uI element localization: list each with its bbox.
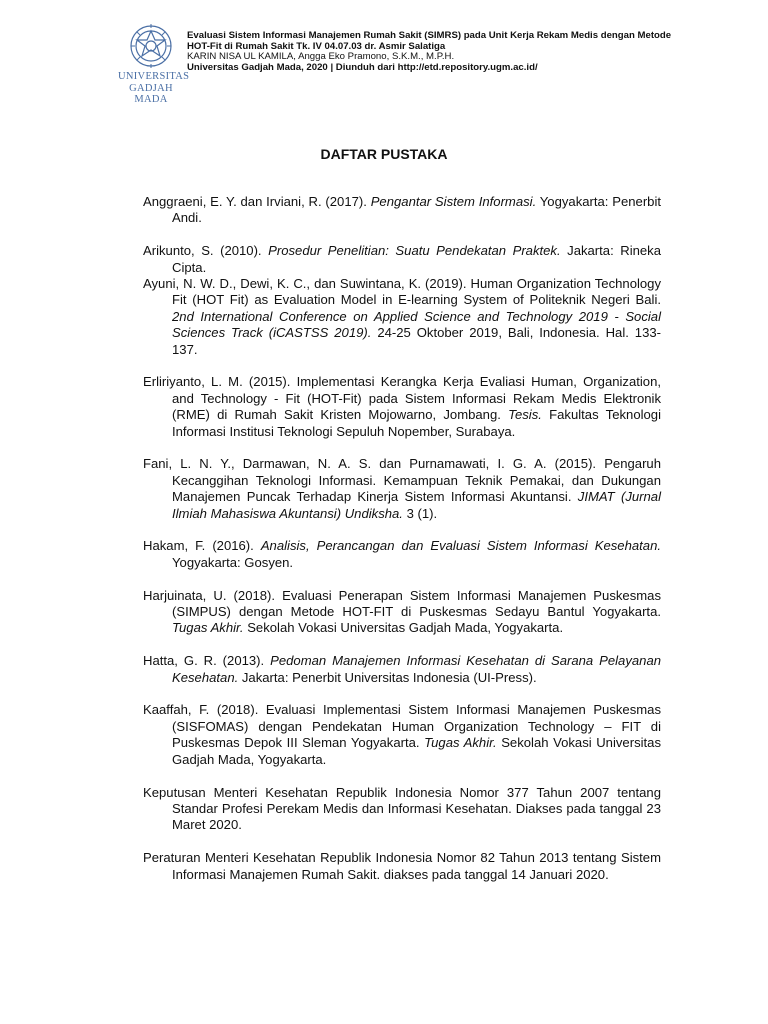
reference-item: Kaaffah, F. (2018). Evaluasi Implementasi Sistem Informasi Manajemen Puskesmas (SISFOMAS) dengan Pendekatan Human Organization Technology – FIT di Puskesmas Depok III Sleman Yogyakarta. Tugas Akhir. Sekolah Vokasi Universitas Gadjah Mada, Yogyakarta. [143, 702, 661, 767]
document-header [118, 22, 758, 105]
reference-item: Hakam, F. (2016). Analisis, Perancangan dan Evaluasi Sistem Informasi Kesehatan. Yogyakarta: Gosyen. [143, 538, 661, 570]
reference-item: Ayuni, N. W. D., Dewi, K. C., dan Suwintana, K. (2019). Human Organization Technology Fit (HOT Fit) as Evaluation Model in E-learning System of Politeknik Negeri Bali. 2nd International Conference on Applied Science and Technology 2019 - Social Sciences Track (iCASTSS 2019). 24-25 Oktober 2019, Bali, Indonesia. Hal. 133-137. [143, 276, 661, 357]
university-logo [118, 22, 190, 105]
header-text [187, 31, 707, 73]
ugm-seal-icon [129, 22, 173, 70]
reference-item: Arikunto, S. (2010). Prosedur Penelitian: Suatu Pendekatan Praktek. Jakarta: Rineka Cipta. [143, 243, 662, 275]
reference-item: Fani, L. N. Y., Darmawan, N. A. S. dan Purnamawati, I. G. A. (2015). Pengaruh Kecanggihan Teknologi Informasi. Kemampuan Teknik Pemakai, dan Dukungan Manajemen Puncak Terhadap Kinerja Sistem Informasi Akuntansi. JIMAT (Jurnal Ilmiah Mahasiswa Akuntansi) Undiksha. 3 (1). [143, 456, 661, 521]
reference-list [143, 194, 661, 899]
reference-item: Keputusan Menteri Kesehatan Republik Indonesia Nomor 377 Tahun 2007 tentang Standar Profesi Perekam Medis dan Informasi Kesehatan. Diakses pada tanggal 23 Maret 2020. [143, 784, 661, 833]
reference-item: Anggraeni, E. Y. dan Irviani, R. (2017). Pengantar Sistem Informasi. Yogyakarta: Penerbit Andi. [143, 194, 662, 226]
thesis-authors: KARIN NISA UL KAMILA, Angga Eko Pramono, S.K.M., M.P.H. [187, 51, 455, 63]
university-name-line2: GADJAH MADA [129, 83, 173, 105]
reference-item: Harjuinata, U. (2018). Evaluasi Penerapan Sistem Informasi Manajemen Puskesmas (SIMPUS) dengan Metode HOT-FIT di Puskesmas Sedayu Bantul Yogyakarta. Tugas Akhir. Sekolah Vokasi Universitas Gadjah Mada, Yogyakarta. [143, 587, 661, 636]
university-name-line1: UNIVERSITAS [118, 71, 190, 82]
page-title: DAFTAR PUSTAKA [320, 146, 448, 162]
thesis-title-line2: HOT-Fit di Rumah Sakit Tk. IV 04.07.03 dr. Asmir Salatiga [187, 40, 446, 52]
reference-item: Hatta, G. R. (2013). Pedoman Manajemen Informasi Kesehatan di Sarana Pelayanan Kesehatan. Jakarta: Penerbit Universitas Indonesia (UI-Press). [143, 653, 662, 685]
source-line: Universitas Gadjah Mada, 2020 | Diunduh dari http://etd.repository.ugm.ac.id/ [187, 61, 538, 73]
reference-item: Erliriyanto, L. M. (2015). Implementasi Kerangka Kerja Evaliasi Human, Organization, and Technology - Fit (HOT-Fit) pada Sistem Informasi Rekam Medis Elektronik (RME) di Rumah Sakit Kristen Mojowarno, Jombang. Tesis. Fakultas Teknologi Informasi Institusi Teknologi Sepuluh Nopember, Surabaya. [143, 374, 661, 439]
reference-item: Peraturan Menteri Kesehatan Republik Indonesia Nomor 82 Tahun 2013 tentang Sistem Informasi Manajemen Rumah Sakit. diakses pada tanggal 14 Januari 2020. [143, 850, 661, 882]
thesis-title-line1: Evaluasi Sistem Informasi Manajemen Rumah Sakit (SIMRS) pada Unit Kerja Rekam Medis dengan Metode [187, 30, 672, 41]
